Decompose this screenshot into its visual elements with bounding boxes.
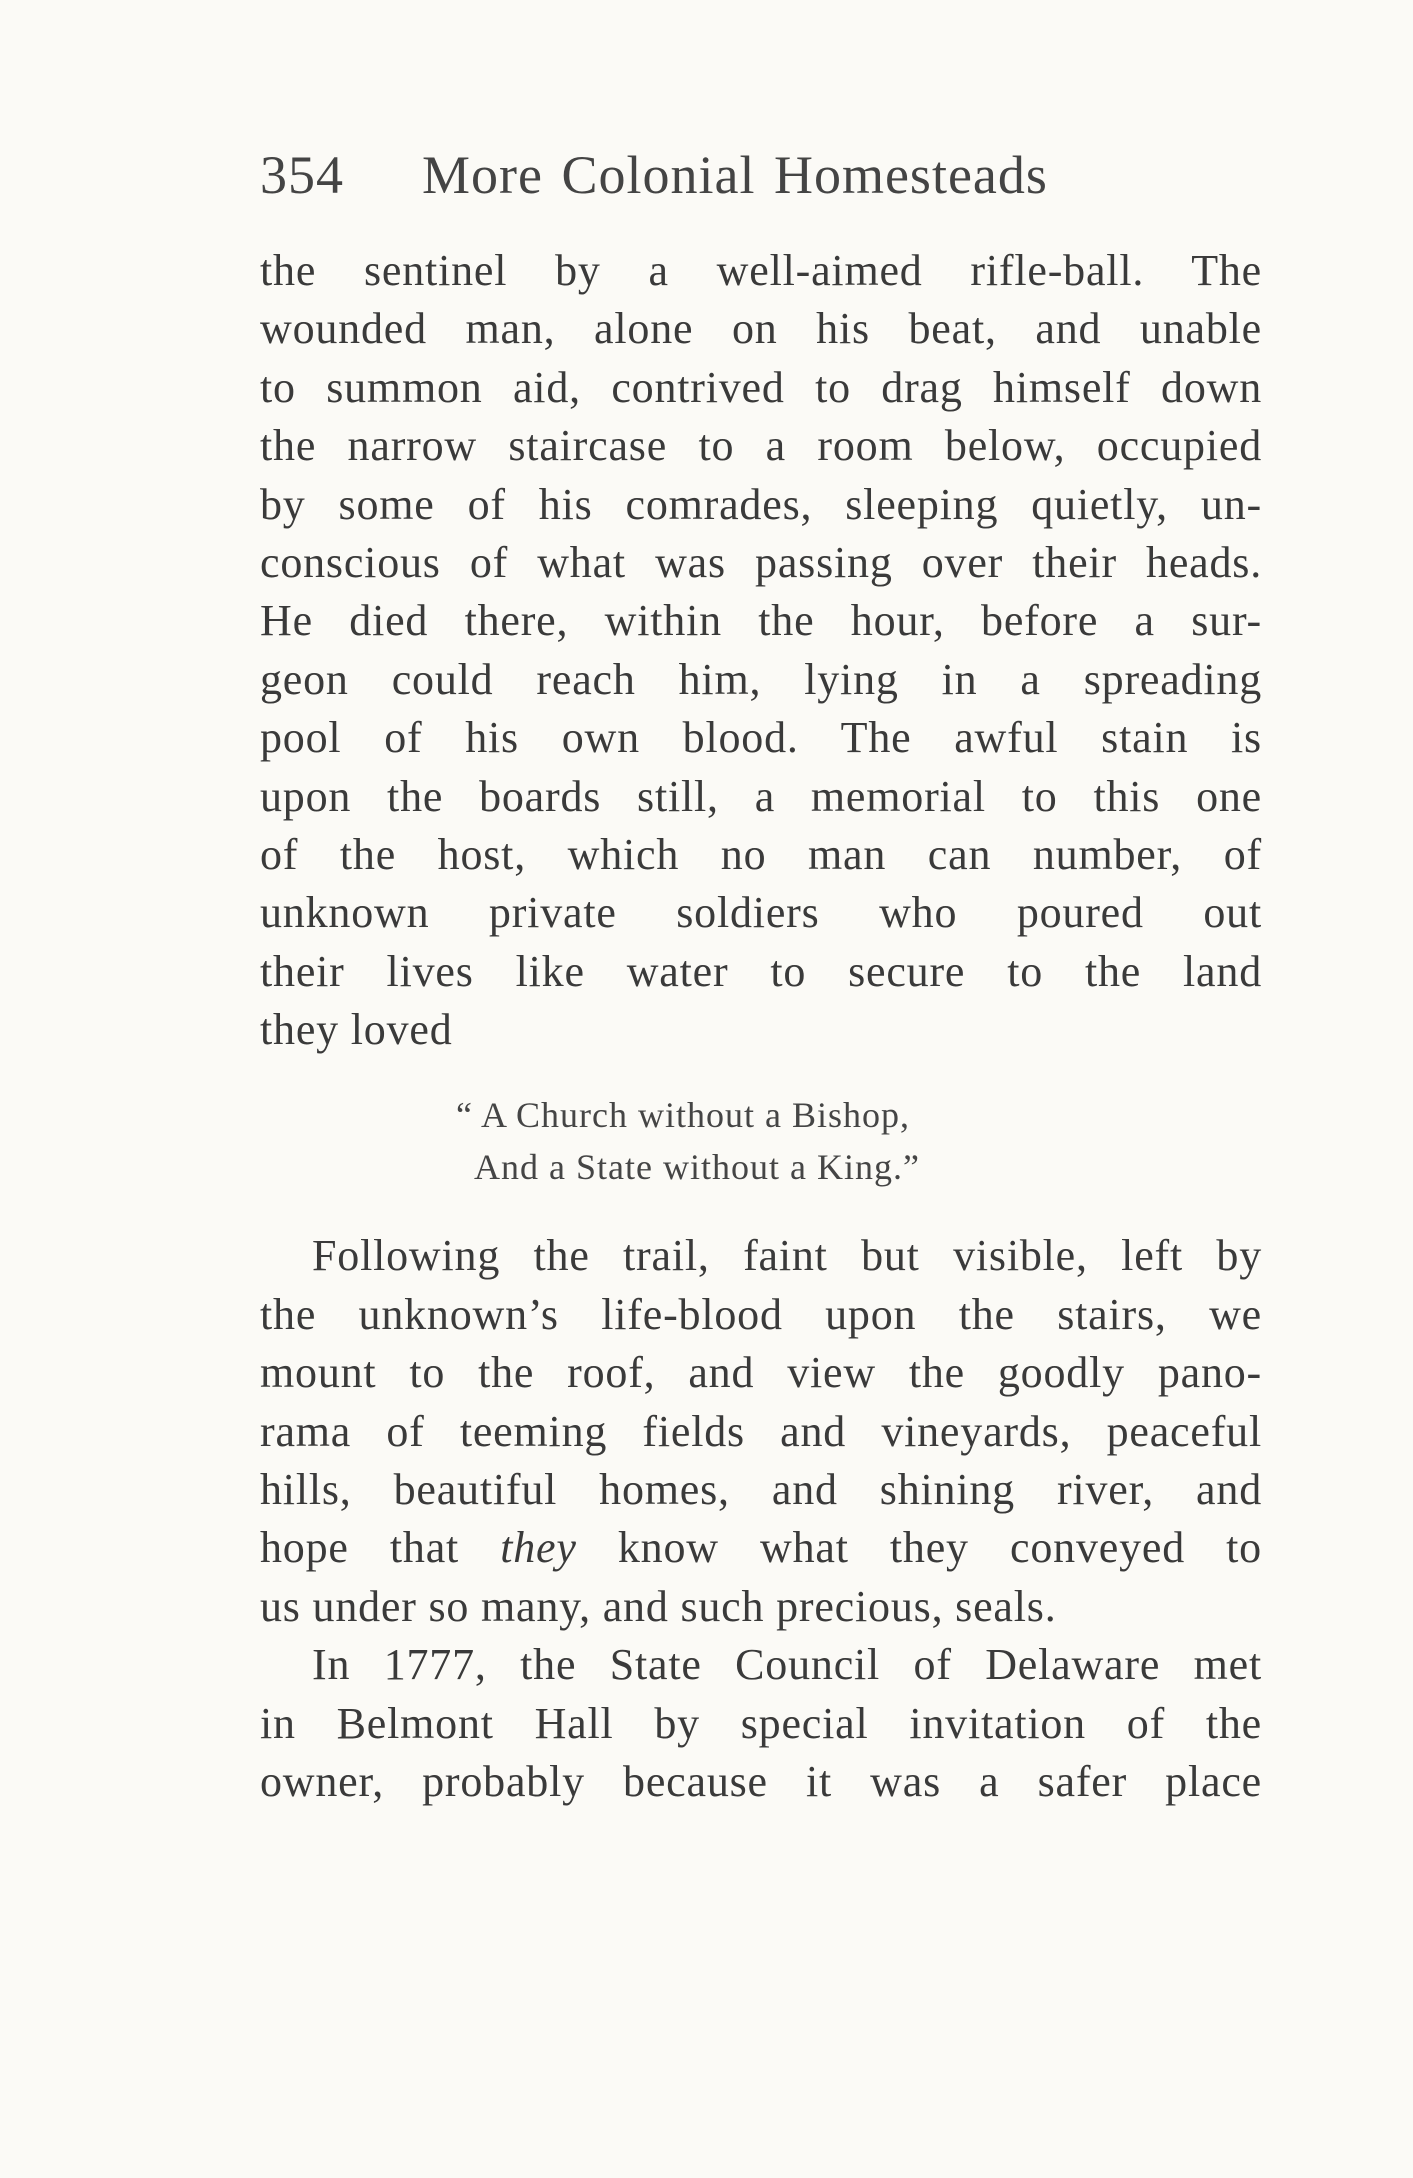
text-line: upon the boards still, a memorial to this one bbox=[260, 771, 1262, 821]
text-line: the narrow staircase to a room below, occupied bbox=[260, 421, 1262, 471]
text-line: hills, beautiful homes, and shining river, and bbox=[260, 1465, 1262, 1515]
text-line: to summon aid, contrived to drag himself down bbox=[260, 362, 1262, 412]
text-line: He died there, within the hour, before a sur- bbox=[260, 596, 1262, 646]
text-line: by some of his comrades, sleeping quietly, un- bbox=[260, 479, 1262, 529]
text-line: pool of his own blood. The awful stain is bbox=[260, 713, 1262, 763]
text-fragment: know what they conveyed to bbox=[576, 1523, 1262, 1573]
paragraph-1 bbox=[260, 242, 1262, 1059]
text-line bbox=[260, 1519, 1262, 1577]
text-fragment: hope that bbox=[260, 1523, 501, 1573]
text-line: of the host, which no man can number, of bbox=[260, 829, 1262, 879]
emphasis-word: they bbox=[500, 1523, 577, 1573]
verse-quotation bbox=[456, 1089, 1262, 1193]
book-page bbox=[260, 130, 1262, 1811]
text-line: us under so many, and such precious, seals. bbox=[260, 1581, 1057, 1631]
text-line: mount to the roof, and view the goodly pano- bbox=[260, 1348, 1262, 1398]
text-line: conscious of what was passing over their heads. bbox=[260, 537, 1262, 587]
verse-line: And a State without a King.” bbox=[474, 1147, 920, 1188]
text-line: unknown private soldiers who poured out bbox=[260, 888, 1262, 938]
text-line: wounded man, alone on his beat, and unable bbox=[260, 304, 1262, 354]
text-line: they loved bbox=[260, 1005, 453, 1055]
paragraph-3 bbox=[260, 1636, 1262, 1811]
verse-line: “ A Church without a Bishop, bbox=[456, 1095, 910, 1136]
text-line: in Belmont Hall by special invitation of the bbox=[260, 1698, 1262, 1748]
text-line: Following the trail, faint but visible, left by bbox=[312, 1231, 1262, 1281]
running-title: More Colonial Homesteads bbox=[422, 145, 1048, 205]
body-text bbox=[260, 242, 1262, 1811]
paragraph-2 bbox=[260, 1227, 1262, 1636]
page-header bbox=[260, 130, 1262, 220]
text-line: rama of teeming fields and vineyards, peaceful bbox=[260, 1406, 1262, 1456]
text-line: the sentinel by a well-aimed rifle-ball. The bbox=[260, 246, 1262, 295]
text-line: geon could reach him, lying in a spreading bbox=[260, 654, 1262, 704]
text-line: the unknown’s life-blood upon the stairs, we bbox=[260, 1289, 1262, 1339]
page-number: 354 bbox=[260, 145, 344, 205]
text-line: their lives like water to secure to the land bbox=[260, 946, 1262, 996]
text-line: In 1777, the State Council of Delaware met bbox=[312, 1640, 1262, 1690]
text-line: owner, probably because it was a safer place bbox=[260, 1756, 1262, 1806]
